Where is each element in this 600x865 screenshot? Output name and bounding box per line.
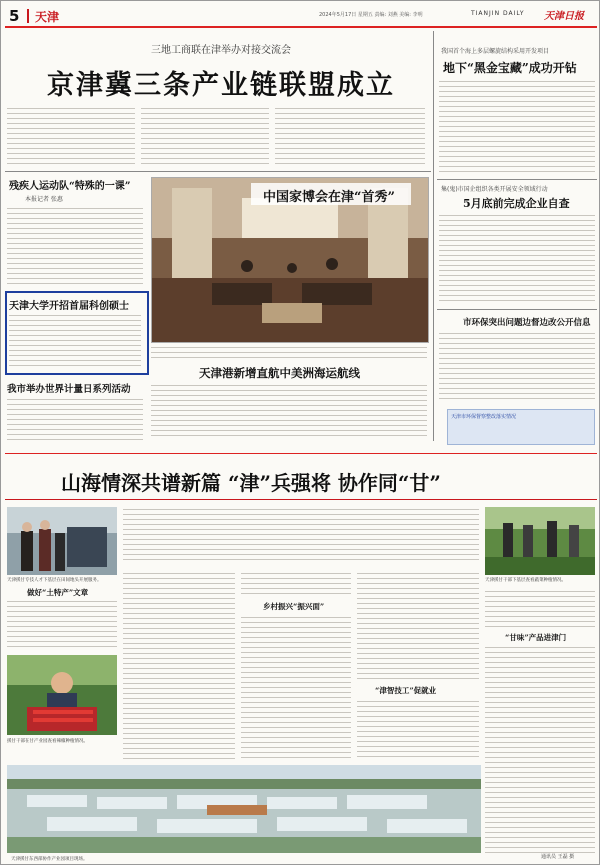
- lead-text-col3: [275, 106, 425, 168]
- right-top-photo: [485, 507, 595, 575]
- feature-text-right1: [485, 589, 595, 627]
- center-text-2: [151, 345, 427, 361]
- left-text-2: [9, 313, 141, 368]
- greenhouse-panorama: [7, 765, 481, 853]
- date-line: 2024年5月17日 星期五 责编: 刘燕 美编: 李明: [319, 12, 423, 18]
- pepper-photo: [7, 655, 117, 735]
- photo-credit: 通讯员 王磊 摄: [541, 854, 575, 860]
- right-text-3: [439, 331, 595, 403]
- feature-rule-2: [5, 499, 597, 500]
- lead-text-col1: [7, 106, 135, 168]
- header-rule: [5, 26, 597, 28]
- header-divider: [27, 9, 29, 23]
- lead-headline: 京津冀三条产业链联盟成立: [47, 70, 395, 101]
- divider: [437, 179, 597, 180]
- lead-kicker: 三地工商联在津举办对接交流会: [151, 45, 291, 56]
- environment-info-box: [447, 409, 595, 445]
- right-headline-3: 市环保突出问题边督边改公开信息: [463, 318, 591, 328]
- feature-text-right2: [485, 645, 595, 857]
- caption-bottom: 天津援甘东西部协作产业园项目现场。: [11, 857, 88, 862]
- paper-pinyin: TIANJIN DAILY: [471, 10, 525, 17]
- divider: [5, 171, 431, 172]
- right-text-1: [439, 79, 595, 175]
- feature-text-col2b: [241, 615, 351, 761]
- center-text-3: [151, 383, 427, 439]
- left-headline-1: 残疾人运动队“特殊的一课”: [9, 181, 131, 192]
- expo-headline: 中国家博会在津“首秀”: [263, 190, 395, 205]
- paper-logo: 天津日报: [544, 11, 584, 22]
- right-kicker-2: 集(鬼)市国企组织各类开展安全领域行动: [441, 186, 548, 193]
- feature-sub-3: 做好“土特产”文章: [27, 588, 89, 597]
- feature-text-col3b: [357, 699, 479, 761]
- left-headline-3: 我市举办世界计量日系列活动: [7, 384, 131, 395]
- right-headline-1: 地下“黑金宝藏”成功开钻: [443, 61, 577, 75]
- feature-headline: 山海情深共谱新篇 “津”兵强将 协作同“甘”: [61, 471, 441, 495]
- left-text-3: [7, 397, 143, 441]
- divider: [437, 309, 597, 310]
- column-divider: [433, 31, 434, 441]
- feature-text-col2a: [241, 571, 351, 597]
- feature-text-left: [7, 599, 117, 651]
- feature-sub-2: “津智技工”促就业: [375, 686, 437, 695]
- feature-text-col3a: [357, 571, 479, 681]
- right-headline-2: 5月底前完成企业自查: [463, 197, 570, 210]
- info-box-title: 天津市环保督察整改落实情况: [451, 414, 517, 420]
- page-number: 5: [9, 7, 20, 25]
- lead-text-col2: [141, 106, 269, 168]
- caption-left-bottom: 援甘干部在甘产业园查看辣椒种植情况。: [7, 739, 88, 744]
- left-byline-1: 本报记者 张惠: [25, 196, 63, 203]
- feature-rule: [5, 453, 597, 454]
- caption-right-top: 天津援甘干部下基层查看蔬菜种植情况。: [485, 578, 566, 583]
- caption-left-top: 天津援甘专技人才下基层在田间地头开展服务。: [7, 578, 102, 583]
- feature-intro-text: [123, 507, 479, 563]
- right-kicker-1: 我国首个海上多层螺旋结构采用开发项目: [441, 48, 550, 55]
- feature-text-col1: [123, 571, 235, 761]
- center-headline-bottom: 天津港新增直航中美洲海运航线: [199, 366, 360, 380]
- right-text-2: [439, 213, 595, 305]
- left-headline-2: 天津大学开招首届科创硕士: [9, 301, 129, 312]
- feature-sub-4: “甘味”产品进津门: [505, 633, 567, 642]
- feature-sub-1: 乡村振兴“振兴面”: [263, 602, 325, 611]
- section-name: 天津: [35, 10, 60, 24]
- left-text-1: [7, 206, 143, 288]
- left-top-photo: [7, 507, 117, 575]
